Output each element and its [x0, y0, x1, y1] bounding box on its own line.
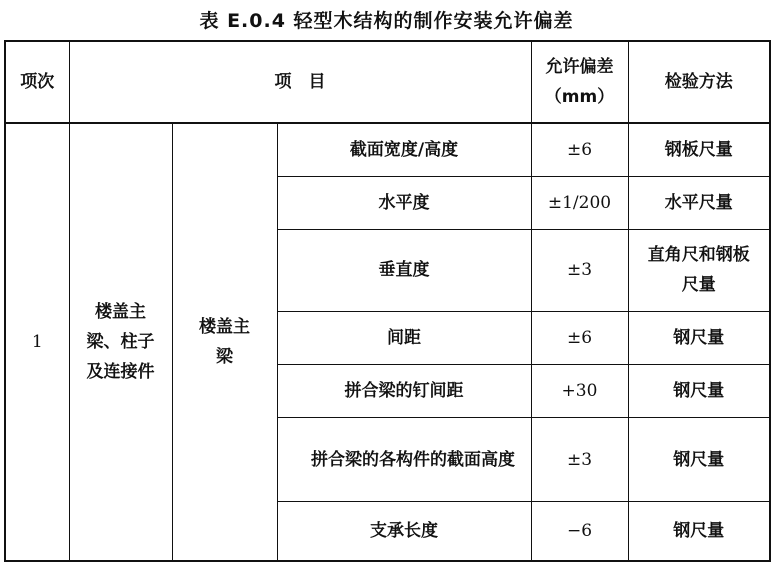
row-item: 拼合梁的各构件的截面高度 [277, 418, 531, 502]
header-item: 项 目 [69, 41, 531, 123]
row-item: 截面宽度/高度 [277, 123, 531, 176]
row-tolerance: +30 [531, 364, 628, 417]
header-method: 检验方法 [628, 41, 770, 123]
row-method: 钢尺量 [628, 311, 770, 364]
row-item: 间距 [277, 311, 531, 364]
row-item: 垂直度 [277, 229, 531, 311]
group-number: 1 [5, 123, 69, 561]
row-tolerance: ±1/200 [531, 176, 628, 229]
row-method: 钢尺量 [628, 502, 770, 561]
row-method: 钢尺量 [628, 418, 770, 502]
row-item: 水平度 [277, 176, 531, 229]
row-tolerance: ±6 [531, 311, 628, 364]
header-tolerance: 允许偏差 （mm） [531, 41, 628, 123]
row-item: 支承长度 [277, 502, 531, 561]
row-method: 直角尺和钢板尺量 [628, 229, 770, 311]
header-item-no: 项次 [5, 41, 69, 123]
row-tolerance: ±3 [531, 229, 628, 311]
group-subcategory: 楼盖主梁 [172, 123, 277, 561]
row-tolerance: ±3 [531, 418, 628, 502]
tolerance-table [4, 40, 771, 562]
row-tolerance: ±6 [531, 123, 628, 176]
table-title: 表 E.0.4 轻型木结构的制作安装允许偏差 [199, 10, 574, 32]
row-tolerance: −6 [531, 502, 628, 561]
row-method: 钢尺量 [628, 364, 770, 417]
row-item: 拼合梁的钉间距 [277, 364, 531, 417]
row-method: 钢板尺量 [628, 123, 770, 176]
group-category: 楼盖主梁、柱子及连接件 [69, 123, 172, 561]
row-method: 水平尺量 [628, 176, 770, 229]
